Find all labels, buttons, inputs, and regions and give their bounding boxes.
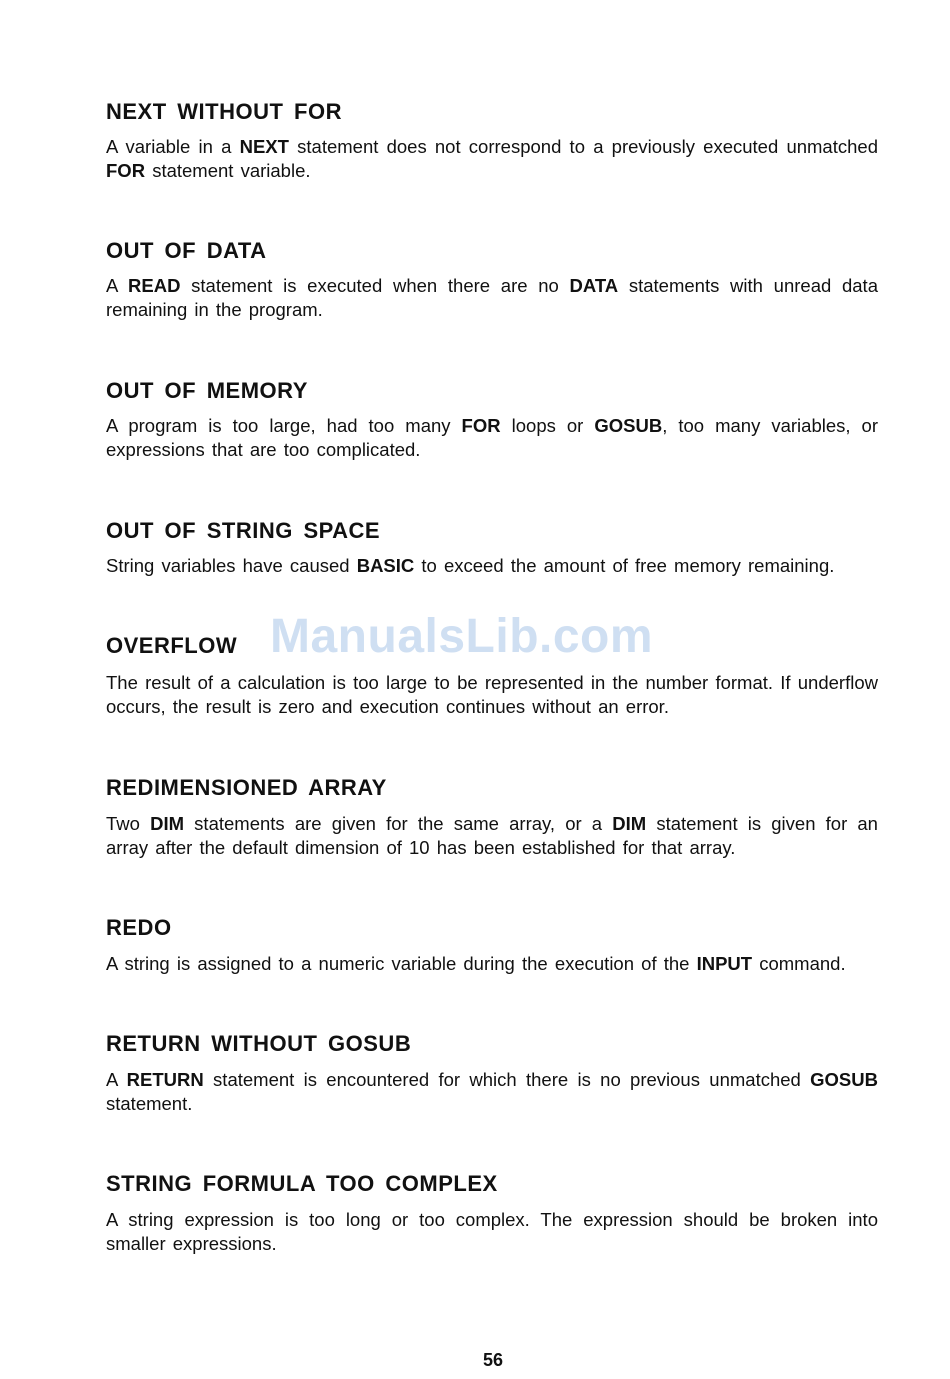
watermark: ManualsLib.com	[270, 610, 654, 663]
desc-keyword: NEXT	[239, 136, 289, 157]
desc-text: statement.	[106, 1093, 193, 1114]
desc-keyword: READ	[128, 275, 181, 296]
desc-text: A variable in a	[106, 136, 240, 157]
entry-description	[106, 135, 878, 183]
entry-title: OUT OF DATA	[106, 238, 267, 263]
desc-text: statement does not correspond to a previously executed unmatched	[288, 136, 878, 157]
desc-text: Two	[106, 813, 151, 834]
desc-text: statement variable.	[145, 160, 311, 181]
entry-title: RETURN WITHOUT GOSUB	[106, 1031, 412, 1056]
desc-keyword: GOSUB	[594, 415, 663, 436]
desc-text: A program is too large, had too many	[106, 415, 462, 436]
entry-title: OUT OF STRING SPACE	[106, 518, 381, 543]
desc-text: The result of a calculation is too large to be represented in the number format. If underflow occurs, the result is zero and execution continues without an error.	[106, 672, 878, 717]
desc-text: statement is executed when there are no	[180, 275, 570, 296]
entry-description	[106, 1208, 878, 1256]
entry-title: NEXT WITHOUT FOR	[106, 99, 342, 124]
entry-title: REDO	[106, 915, 172, 940]
desc-text: A	[106, 275, 129, 296]
desc-keyword: INPUT	[696, 953, 753, 974]
desc-text: A	[106, 1069, 127, 1090]
entry-title: STRING FORMULA TOO COMPLEX	[106, 1171, 498, 1196]
entry-description	[106, 274, 878, 322]
desc-text: , too many variables, or expressions that are too complicated.	[106, 415, 878, 460]
desc-keyword: FOR	[461, 415, 501, 436]
desc-text: statement is given for an array after the default dimension of 10 has been established for that array.	[106, 813, 878, 858]
entry-title: REDIMENSIONED ARRAY	[106, 775, 387, 800]
desc-text: A string expression is too long or too complex. The expression should be broken into smaller expressions.	[106, 1209, 878, 1254]
desc-keyword: GOSUB	[810, 1069, 878, 1090]
entry-title: OVERFLOW	[106, 633, 238, 658]
page-number: 56	[482, 1350, 504, 1370]
desc-text: statement is encountered for which there is no previous unmatched	[203, 1069, 811, 1090]
entry-description	[106, 554, 878, 578]
desc-keyword: FOR	[106, 160, 146, 181]
desc-keyword: DATA	[569, 275, 619, 296]
desc-keyword: RETURN	[126, 1069, 204, 1090]
entry-description	[106, 671, 878, 719]
desc-text: statements are given for the same array, or a	[184, 813, 613, 834]
entry-title: OUT OF MEMORY	[106, 378, 308, 403]
desc-text: loops or	[500, 415, 595, 436]
desc-text: command.	[752, 953, 846, 974]
desc-keyword: DIM	[612, 813, 647, 834]
desc-keyword: BASIC	[356, 555, 415, 576]
desc-text: A string is assigned to a numeric variable during the execution of the	[106, 953, 697, 974]
entry-description	[106, 812, 878, 860]
desc-keyword: DIM	[150, 813, 185, 834]
entry-description	[106, 952, 878, 976]
entry-description	[106, 1068, 878, 1116]
desc-text: String variables have caused	[106, 555, 357, 576]
desc-text: to exceed the amount of free memory remaining.	[414, 555, 835, 576]
desc-text: statements with unread data remaining in the program.	[106, 275, 878, 320]
entry-description	[106, 414, 878, 462]
